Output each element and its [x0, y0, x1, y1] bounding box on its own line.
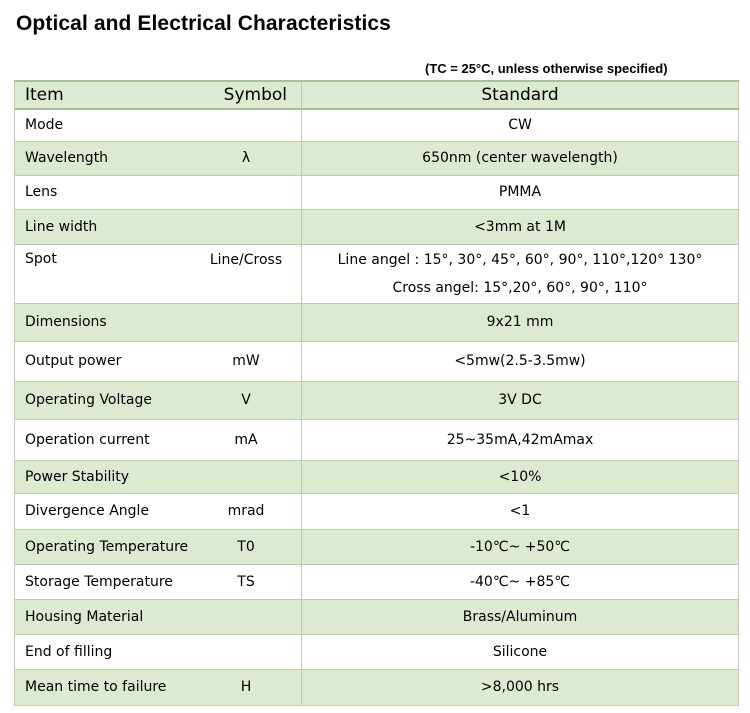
row-item: Wavelength — [25, 150, 109, 166]
row-item-cell — [15, 303, 302, 341]
row-symbol: T0 — [237, 538, 255, 555]
row-standard: Silicone — [302, 634, 739, 669]
row-standard: PMMA — [302, 175, 739, 209]
row-standard: 25~35mA,42mAmax — [302, 419, 739, 460]
table-row — [15, 599, 739, 634]
row-item-cell — [15, 564, 302, 599]
table-row-spot — [15, 244, 739, 303]
row-standard: <1 — [302, 493, 739, 529]
row-symbol: mW — [232, 353, 260, 369]
header-symbol: Symbol — [223, 85, 287, 105]
row-item-cell — [15, 175, 302, 209]
row-item-cell — [15, 341, 302, 381]
row-symbol: λ — [241, 150, 251, 166]
row-item: Operation current — [25, 431, 150, 448]
row-symbol: Line/Cross — [209, 251, 283, 268]
row-item-cell — [15, 493, 302, 529]
row-symbol: V — [241, 392, 251, 408]
table-row — [15, 303, 739, 341]
table-row — [15, 529, 739, 564]
row-item-cell — [15, 529, 302, 564]
row-standard-line2: Cross angel: 15°,20°, 60°, 90°, 110° — [392, 279, 648, 296]
table-row — [15, 175, 739, 209]
table-row — [15, 493, 739, 529]
row-item: End of filling — [25, 643, 113, 660]
table-row — [15, 341, 739, 381]
table-row — [15, 634, 739, 669]
page-title: Optical and Electrical Characteristics — [16, 12, 391, 35]
row-item: Housing Material — [25, 608, 144, 625]
row-symbol: H — [240, 679, 252, 695]
row-standard: >8,000 hrs — [302, 669, 739, 705]
table-row — [15, 141, 739, 175]
row-item-cell — [15, 634, 302, 669]
row-item: Spot — [25, 250, 57, 267]
row-item: Line width — [25, 218, 98, 235]
row-item-cell — [15, 244, 302, 303]
table-row — [15, 564, 739, 599]
row-standard: Brass/Aluminum — [302, 599, 739, 634]
table-header-row — [15, 81, 739, 109]
row-item: Operating Temperature — [25, 538, 189, 555]
condition-note: (TC = 25°C, unless otherwise specified) — [425, 61, 668, 76]
row-item: Output power — [25, 353, 122, 369]
row-item-cell — [15, 669, 302, 705]
row-item-cell — [15, 141, 302, 175]
table-row — [15, 669, 739, 705]
row-standard: -10℃~ +50℃ — [302, 529, 739, 564]
row-item-cell — [15, 460, 302, 493]
row-standard-line1: Line angel : 15°, 30°, 45°, 60°, 90°, 110°,120° 130° — [337, 251, 703, 268]
row-item-cell — [15, 599, 302, 634]
row-standard: 3V DC — [302, 381, 739, 419]
row-item-cell — [15, 209, 302, 244]
row-standard: 650nm (center wavelength) — [302, 141, 739, 175]
header-item: Item — [25, 85, 64, 105]
row-standard: <5mw(2.5-3.5mw) — [302, 341, 739, 381]
row-item-cell — [15, 419, 302, 460]
row-standard: <3mm at 1M — [302, 209, 739, 244]
table-row — [15, 419, 739, 460]
table-row — [15, 209, 739, 244]
row-item: Storage Temperature — [25, 573, 173, 590]
header-standard: Standard — [302, 81, 739, 109]
row-symbol: mA — [234, 431, 258, 448]
row-item: Divergence Angle — [25, 503, 150, 519]
header-left-cell — [15, 81, 302, 109]
row-item-cell — [15, 381, 302, 419]
row-item: Mean time to failure — [25, 679, 167, 695]
row-item: Lens — [25, 184, 58, 200]
row-standard: CW — [302, 109, 739, 141]
row-item: Dimensions — [25, 314, 107, 330]
row-standard: -40℃~ +85℃ — [302, 564, 739, 599]
spec-table — [14, 80, 739, 706]
row-item: Power Stability — [25, 468, 130, 485]
table-row — [15, 109, 739, 141]
row-item-cell — [15, 109, 302, 141]
row-item: Mode — [25, 117, 64, 134]
table-row — [15, 381, 739, 419]
row-standard-cell — [302, 244, 739, 303]
row-standard: 9x21 mm — [302, 303, 739, 341]
row-standard: <10% — [302, 460, 739, 493]
row-symbol: mrad — [227, 503, 265, 519]
row-symbol: TS — [237, 573, 255, 590]
row-item: Operating Voltage — [25, 392, 152, 408]
table-row — [15, 460, 739, 493]
